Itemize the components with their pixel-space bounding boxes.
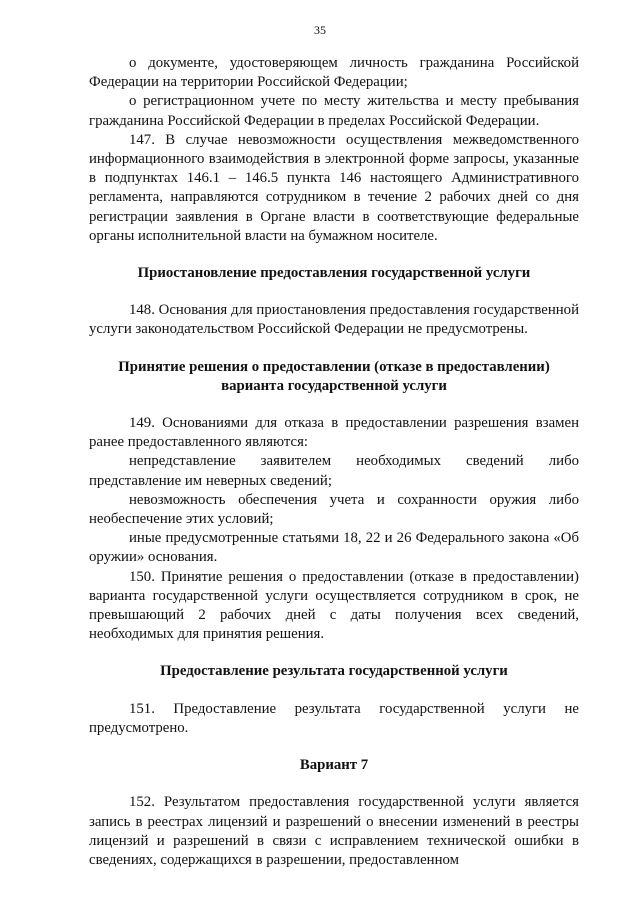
paragraph-149-item-1: непредставление заявителем необходимых сведений либо представление им неверных сведений;	[89, 453, 579, 489]
page-number: 35	[314, 23, 326, 37]
paragraph-152: 152. Результатом предоставления государственной услуги является запись в реестрах лицензий и разрешений о внесении изменений в реестры лицензий и разрешений в связи с исправлением технической ошибки в сведениях, содержащихся в разрешении, предоставленном	[89, 794, 579, 868]
paragraph-149: 149. Основаниями для отказа в предоставлении разрешения взамен ранее предоставленного являются:	[89, 415, 579, 451]
heading-result: Предоставление результата государственной услуги	[160, 663, 508, 680]
heading-decision-line2: варианта государственной услуги	[221, 377, 447, 394]
document-body	[89, 54, 579, 870]
heading-decision-line1: Принятие решения о предоставлении (отказе в предоставлении)	[118, 358, 550, 375]
paragraph-registration-record: о регистрационном учете по месту жительства и месту пребывания гражданина Российской Федерации в пределах Российской Федерации.	[89, 93, 579, 129]
heading-suspension: Приостановление предоставления государственной услуги	[137, 265, 531, 282]
heading-variant-7: Вариант 7	[299, 757, 369, 774]
paragraph-identity-document: о документе, удостоверяющем личность гражданина Российской Федерации на территории Российской Федерации;	[89, 55, 579, 91]
paragraph-151: 151. Предоставление результата государственной услуги не предусмотрено.	[89, 700, 579, 736]
paragraph-149-item-2: невозможность обеспечения учета и сохранности оружия либо необеспечение этих условий;	[89, 491, 579, 528]
paragraph-147: 147. В случае невозможности осуществления межведомственного информационного взаимодействия в электронной форме запросы, указанные в подпунктах 146.1 – 146.5 пункта 146 настоящего Административного регламента, направляются сотрудником в течение 2 рабочих дней со дня регистрации заявления в Органе власти в соответствующие федеральные органы исполнительной власти на бумажном носителе.	[89, 131, 579, 244]
paragraph-149-item-3: иные предусмотренные статьями 18, 22 и 26 Федерального закона «Об оружии» основания.	[89, 530, 579, 566]
paragraph-148: 148. Основания для приостановления предоставления государственной услуги законодательством Российской Федерации не предусмотрены.	[89, 302, 579, 338]
paragraph-150: 150. Принятие решения о предоставлении (отказе в предоставлении) варианта государственной услуги осуществляется сотрудником в срок, не превышающий 2 рабочих дней с даты получения всех сведений, необходимых для принятия решения.	[89, 568, 579, 643]
